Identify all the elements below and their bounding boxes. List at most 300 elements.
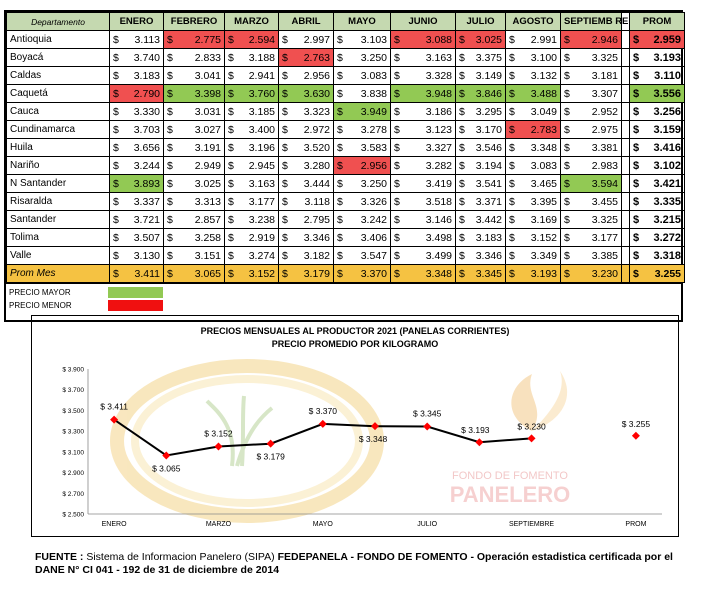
- price-cell: [225, 49, 279, 67]
- price-value: 2.983: [591, 159, 618, 172]
- price-cell: [456, 247, 506, 265]
- data-point: [319, 420, 327, 428]
- price-value: 3.025: [194, 177, 221, 190]
- price-cell: [334, 157, 391, 175]
- price-cell: [164, 49, 225, 67]
- column-header: SEPTIEMB RE: [561, 13, 622, 31]
- price-value: 3.465: [530, 177, 557, 190]
- price-cell: [334, 85, 391, 103]
- price-cell: [279, 157, 334, 175]
- currency-symbol: $: [633, 69, 640, 82]
- currency-symbol: $: [633, 87, 640, 100]
- average-cell: [630, 85, 685, 103]
- average-value: 3.318: [653, 249, 681, 262]
- price-value: 3.327: [425, 141, 452, 154]
- price-value: 3.146: [425, 213, 452, 226]
- price-cell: [506, 85, 561, 103]
- price-value: 3.027: [194, 123, 221, 136]
- average-cell: [630, 265, 685, 283]
- average-cell: [630, 67, 685, 85]
- price-cell: [225, 229, 279, 247]
- price-cell: [506, 265, 561, 283]
- average-cell: [630, 139, 685, 157]
- currency-symbol: $: [394, 267, 400, 280]
- price-value: 3.337: [133, 195, 160, 208]
- currency-symbol: $: [282, 159, 288, 172]
- department-name: Valle: [7, 247, 110, 265]
- price-value: 3.345: [475, 267, 502, 280]
- price-cell: [391, 139, 456, 157]
- footer-source: Sistema de Informacion Panelero (SIPA): [86, 551, 275, 563]
- currency-symbol: $: [113, 213, 119, 226]
- data-label: $ 3.193: [461, 425, 490, 436]
- price-value: 2.833: [194, 51, 221, 64]
- price-value: 3.444: [303, 177, 330, 190]
- price-cell: [279, 31, 334, 49]
- x-tick-label: JULIO: [417, 521, 438, 528]
- price-value: 3.238: [248, 213, 275, 226]
- price-cell: [391, 157, 456, 175]
- column-separator: [622, 211, 630, 229]
- currency-symbol: $: [228, 159, 234, 172]
- average-value: 3.256: [653, 105, 681, 118]
- currency-symbol: $: [113, 33, 119, 46]
- data-point: [214, 442, 222, 450]
- price-cell: [506, 175, 561, 193]
- average-value: 3.193: [653, 51, 681, 64]
- currency-symbol: $: [633, 195, 640, 208]
- column-separator: [622, 67, 630, 85]
- price-value: 3.721: [133, 213, 160, 226]
- price-cell: [506, 31, 561, 49]
- price-value: 3.280: [303, 159, 330, 172]
- column-header: MAYO: [334, 13, 391, 31]
- price-cell: [110, 31, 164, 49]
- price-cell: [225, 193, 279, 211]
- price-value: 3.326: [360, 195, 387, 208]
- price-cell: [279, 211, 334, 229]
- price-cell: [110, 229, 164, 247]
- currency-symbol: $: [167, 267, 173, 280]
- currency-symbol: $: [459, 177, 465, 190]
- currency-symbol: $: [167, 249, 173, 262]
- average-value: 3.421: [653, 177, 681, 190]
- source-footer: [35, 551, 695, 577]
- currency-symbol: $: [509, 69, 515, 82]
- price-cell: [456, 49, 506, 67]
- price-value: 3.385: [591, 249, 618, 262]
- price-cell: [334, 247, 391, 265]
- currency-symbol: $: [282, 231, 288, 244]
- chart-title: PRECIOS MENSUALES AL PRODUCTOR 2021 (PANELAS CORRIENTES): [200, 326, 510, 336]
- currency-symbol: $: [633, 213, 640, 226]
- column-separator: [622, 85, 630, 103]
- currency-symbol: $: [113, 141, 119, 154]
- price-value: 3.846: [475, 87, 502, 100]
- table-row: [7, 175, 685, 193]
- currency-symbol: $: [337, 33, 343, 46]
- average-cell: [630, 49, 685, 67]
- currency-symbol: $: [167, 33, 173, 46]
- data-label: $ 3.411: [100, 401, 128, 412]
- price-cell: [164, 229, 225, 247]
- price-cell: [561, 49, 622, 67]
- price-cell: [456, 229, 506, 247]
- price-value: 3.183: [475, 231, 502, 244]
- average-value: 3.159: [653, 123, 681, 136]
- currency-symbol: $: [167, 105, 173, 118]
- price-value: 3.541: [475, 177, 502, 190]
- currency-symbol: $: [228, 249, 234, 262]
- currency-symbol: $: [633, 123, 640, 136]
- price-value: 3.313: [194, 195, 221, 208]
- currency-symbol: $: [509, 105, 515, 118]
- price-value: 3.325: [591, 213, 618, 226]
- price-value: 2.946: [591, 33, 618, 46]
- currency-symbol: $: [564, 33, 570, 46]
- table-row: [7, 67, 685, 85]
- price-cell: [110, 49, 164, 67]
- currency-symbol: $: [564, 177, 570, 190]
- price-cell: [456, 85, 506, 103]
- currency-symbol: $: [633, 33, 640, 46]
- currency-symbol: $: [282, 249, 288, 262]
- currency-symbol: $: [509, 51, 515, 64]
- price-value: 2.775: [194, 33, 221, 46]
- currency-symbol: $: [167, 141, 173, 154]
- price-cell: [334, 193, 391, 211]
- price-cell: [334, 67, 391, 85]
- currency-symbol: $: [167, 87, 173, 100]
- price-value: 3.411: [134, 267, 160, 280]
- price-cell: [456, 67, 506, 85]
- price-cell: [164, 193, 225, 211]
- table-row: [7, 247, 685, 265]
- price-cell: [391, 49, 456, 67]
- x-tick-label: MAYO: [312, 521, 333, 528]
- price-cell: [456, 121, 506, 139]
- department-name: Prom Mes: [7, 265, 110, 283]
- price-value: 3.400: [248, 123, 275, 136]
- price-value: 3.194: [475, 159, 502, 172]
- price-value: 3.282: [425, 159, 452, 172]
- currency-symbol: $: [564, 87, 570, 100]
- price-cell: [334, 229, 391, 247]
- price-value: 3.381: [591, 141, 618, 154]
- price-value: 3.370: [360, 267, 387, 280]
- currency-symbol: $: [113, 105, 119, 118]
- currency-symbol: $: [459, 69, 465, 82]
- price-value: 3.041: [194, 69, 221, 82]
- currency-symbol: $: [633, 249, 640, 262]
- currency-symbol: $: [394, 177, 400, 190]
- price-cell: [110, 193, 164, 211]
- price-value: 2.949: [194, 159, 221, 172]
- price-cell: [225, 85, 279, 103]
- currency-symbol: $: [337, 105, 343, 118]
- price-cell: [334, 31, 391, 49]
- price-cell: [334, 49, 391, 67]
- price-cell: [279, 193, 334, 211]
- currency-symbol: $: [509, 159, 515, 172]
- currency-symbol: $: [564, 249, 570, 262]
- price-value: 3.583: [360, 141, 387, 154]
- column-header: ABRIL: [279, 13, 334, 31]
- price-value: 2.991: [530, 33, 557, 46]
- currency-symbol: $: [113, 69, 119, 82]
- currency-symbol: $: [564, 105, 570, 118]
- column-separator: [622, 265, 630, 283]
- price-cell: [279, 49, 334, 67]
- data-label: $ 3.255: [621, 418, 651, 429]
- currency-symbol: $: [509, 195, 515, 208]
- price-value: 3.406: [360, 231, 387, 244]
- price-value: 3.100: [530, 51, 557, 64]
- price-value: 2.956: [303, 69, 330, 82]
- price-value: 3.258: [194, 231, 221, 244]
- average-cell: [630, 247, 685, 265]
- currency-symbol: $: [337, 51, 343, 64]
- currency-symbol: $: [337, 195, 343, 208]
- currency-symbol: $: [167, 195, 173, 208]
- currency-symbol: $: [113, 177, 119, 190]
- price-value: 3.130: [133, 249, 160, 262]
- price-value: 3.703: [133, 123, 160, 136]
- data-point: [423, 422, 431, 430]
- price-cell: [456, 139, 506, 157]
- price-cell: [391, 175, 456, 193]
- currency-symbol: $: [167, 231, 173, 244]
- price-cell: [391, 31, 456, 49]
- currency-symbol: $: [282, 267, 288, 280]
- average-cell: [630, 211, 685, 229]
- price-cell: [456, 211, 506, 229]
- currency-symbol: $: [459, 159, 465, 172]
- currency-symbol: $: [337, 69, 343, 82]
- currency-symbol: $: [509, 141, 515, 154]
- column-separator: [622, 157, 630, 175]
- price-value: 3.498: [425, 231, 452, 244]
- price-cell: [334, 121, 391, 139]
- line-chart: [31, 315, 679, 537]
- currency-symbol: $: [282, 195, 288, 208]
- column-separator: [622, 247, 630, 265]
- price-cell: [456, 193, 506, 211]
- price-value: 2.941: [248, 69, 275, 82]
- price-value: 3.348: [530, 141, 557, 154]
- currency-symbol: $: [509, 177, 515, 190]
- price-cell: [334, 211, 391, 229]
- price-value: 3.520: [303, 141, 330, 154]
- price-value: 3.132: [530, 69, 557, 82]
- currency-symbol: $: [113, 123, 119, 136]
- price-value: 3.488: [530, 87, 557, 100]
- currency-symbol: $: [509, 33, 515, 46]
- price-value: 2.956: [360, 159, 387, 172]
- data-label: $ 3.065: [152, 463, 181, 474]
- currency-symbol: $: [113, 231, 119, 244]
- price-cell: [225, 247, 279, 265]
- data-label: $ 3.348: [358, 434, 388, 445]
- currency-symbol: $: [228, 177, 234, 190]
- price-cell: [456, 103, 506, 121]
- department-name: N Santander: [7, 175, 110, 193]
- price-cell: [506, 229, 561, 247]
- x-tick-label: MARZO: [205, 521, 232, 528]
- price-cell: [561, 67, 622, 85]
- table-row: [7, 31, 685, 49]
- currency-symbol: $: [633, 51, 640, 64]
- currency-symbol: $: [633, 141, 640, 154]
- price-cell: [561, 193, 622, 211]
- currency-symbol: $: [337, 123, 343, 136]
- price-cell: [506, 157, 561, 175]
- price-cell: [279, 67, 334, 85]
- column-separator: [622, 103, 630, 121]
- currency-symbol: $: [459, 141, 465, 154]
- department-name: Tolima: [7, 229, 110, 247]
- price-value: 3.177: [248, 195, 275, 208]
- legend-label: PRECIO MAYOR: [9, 288, 71, 297]
- currency-symbol: $: [228, 87, 234, 100]
- price-value: 3.307: [591, 87, 618, 100]
- currency-symbol: $: [459, 213, 465, 226]
- currency-symbol: $: [228, 69, 234, 82]
- price-cell: [561, 121, 622, 139]
- price-cell: [164, 31, 225, 49]
- currency-symbol: $: [337, 213, 343, 226]
- price-cell: [506, 211, 561, 229]
- currency-symbol: $: [564, 51, 570, 64]
- price-cell: [391, 211, 456, 229]
- price-value: 3.088: [425, 33, 452, 46]
- price-value: 3.188: [248, 51, 275, 64]
- price-cell: [164, 265, 225, 283]
- column-header: MARZO: [225, 13, 279, 31]
- currency-symbol: $: [167, 213, 173, 226]
- average-value: 3.102: [653, 159, 681, 172]
- price-value: 3.442: [475, 213, 502, 226]
- currency-symbol: $: [564, 231, 570, 244]
- currency-symbol: $: [633, 267, 639, 280]
- department-name: Cauca: [7, 103, 110, 121]
- x-tick-label: ENERO: [101, 521, 127, 528]
- price-value: 3.152: [530, 231, 557, 244]
- legend-swatch-high: [108, 287, 163, 298]
- price-cell: [506, 193, 561, 211]
- y-tick-label: $ 2.900: [62, 470, 84, 478]
- table-row: [7, 229, 685, 247]
- column-header: PROM: [630, 13, 685, 31]
- currency-symbol: $: [113, 195, 119, 208]
- price-cell: [561, 247, 622, 265]
- department-name: Caldas: [7, 67, 110, 85]
- price-value: 3.185: [248, 105, 275, 118]
- price-value: 3.419: [425, 177, 452, 190]
- column-separator: [622, 193, 630, 211]
- price-value: 3.740: [133, 51, 160, 64]
- currency-symbol: $: [564, 159, 570, 172]
- y-tick-label: $ 2.500: [62, 511, 84, 519]
- data-label: $ 3.230: [517, 421, 546, 432]
- price-value: 3.348: [425, 267, 452, 280]
- currency-symbol: $: [167, 123, 173, 136]
- currency-symbol: $: [394, 159, 400, 172]
- price-cell: [391, 193, 456, 211]
- average-row: [7, 265, 685, 283]
- average-cell: [630, 175, 685, 193]
- currency-symbol: $: [509, 213, 515, 226]
- currency-symbol: $: [228, 33, 234, 46]
- currency-symbol: $: [459, 231, 465, 244]
- currency-symbol: $: [113, 51, 119, 64]
- legend-item-high: [6, 287, 71, 299]
- price-value: 3.274: [248, 249, 275, 262]
- price-value: 3.949: [360, 105, 387, 118]
- column-separator: [622, 31, 630, 49]
- price-cell: [506, 103, 561, 121]
- department-name: Santander: [7, 211, 110, 229]
- currency-symbol: $: [228, 123, 234, 136]
- price-value: 2.945: [248, 159, 275, 172]
- price-cell: [456, 31, 506, 49]
- currency-symbol: $: [394, 105, 400, 118]
- price-value: 3.163: [425, 51, 452, 64]
- data-label: $ 3.179: [256, 451, 285, 462]
- column-header: AGOSTO: [506, 13, 561, 31]
- price-value: 3.031: [194, 105, 221, 118]
- currency-symbol: $: [228, 267, 234, 280]
- price-value: 3.049: [530, 105, 557, 118]
- currency-symbol: $: [337, 249, 343, 262]
- currency-symbol: $: [509, 249, 515, 262]
- currency-symbol: $: [509, 231, 515, 244]
- currency-symbol: $: [394, 249, 400, 262]
- currency-symbol: $: [394, 231, 400, 244]
- price-value: 3.103: [360, 33, 387, 46]
- y-tick-label: $ 3.900: [62, 366, 84, 374]
- currency-symbol: $: [282, 87, 288, 100]
- currency-symbol: $: [394, 87, 400, 100]
- price-cell: [334, 103, 391, 121]
- price-table: [6, 12, 685, 283]
- price-cell: [225, 103, 279, 121]
- price-cell: [561, 103, 622, 121]
- price-value: 2.783: [530, 123, 557, 136]
- price-cell: [561, 175, 622, 193]
- price-value: 3.149: [475, 69, 502, 82]
- price-cell: [225, 175, 279, 193]
- price-value: 3.893: [133, 177, 160, 190]
- price-cell: [225, 211, 279, 229]
- price-cell: [110, 157, 164, 175]
- price-cell: [164, 211, 225, 229]
- price-cell: [225, 139, 279, 157]
- price-cell: [110, 175, 164, 193]
- department-name: Nariño: [7, 157, 110, 175]
- price-value: 3.398: [194, 87, 221, 100]
- watermark-text-1: FONDO DE FOMENTO: [452, 470, 568, 482]
- currency-symbol: $: [394, 51, 400, 64]
- currency-symbol: $: [459, 87, 465, 100]
- price-value: 2.594: [248, 33, 275, 46]
- price-value: 3.152: [248, 267, 275, 280]
- price-cell: [279, 103, 334, 121]
- price-value: 3.838: [360, 87, 387, 100]
- department-name: Huila: [7, 139, 110, 157]
- column-header: ENERO: [110, 13, 164, 31]
- legend-label: PRECIO MENOR: [9, 301, 72, 310]
